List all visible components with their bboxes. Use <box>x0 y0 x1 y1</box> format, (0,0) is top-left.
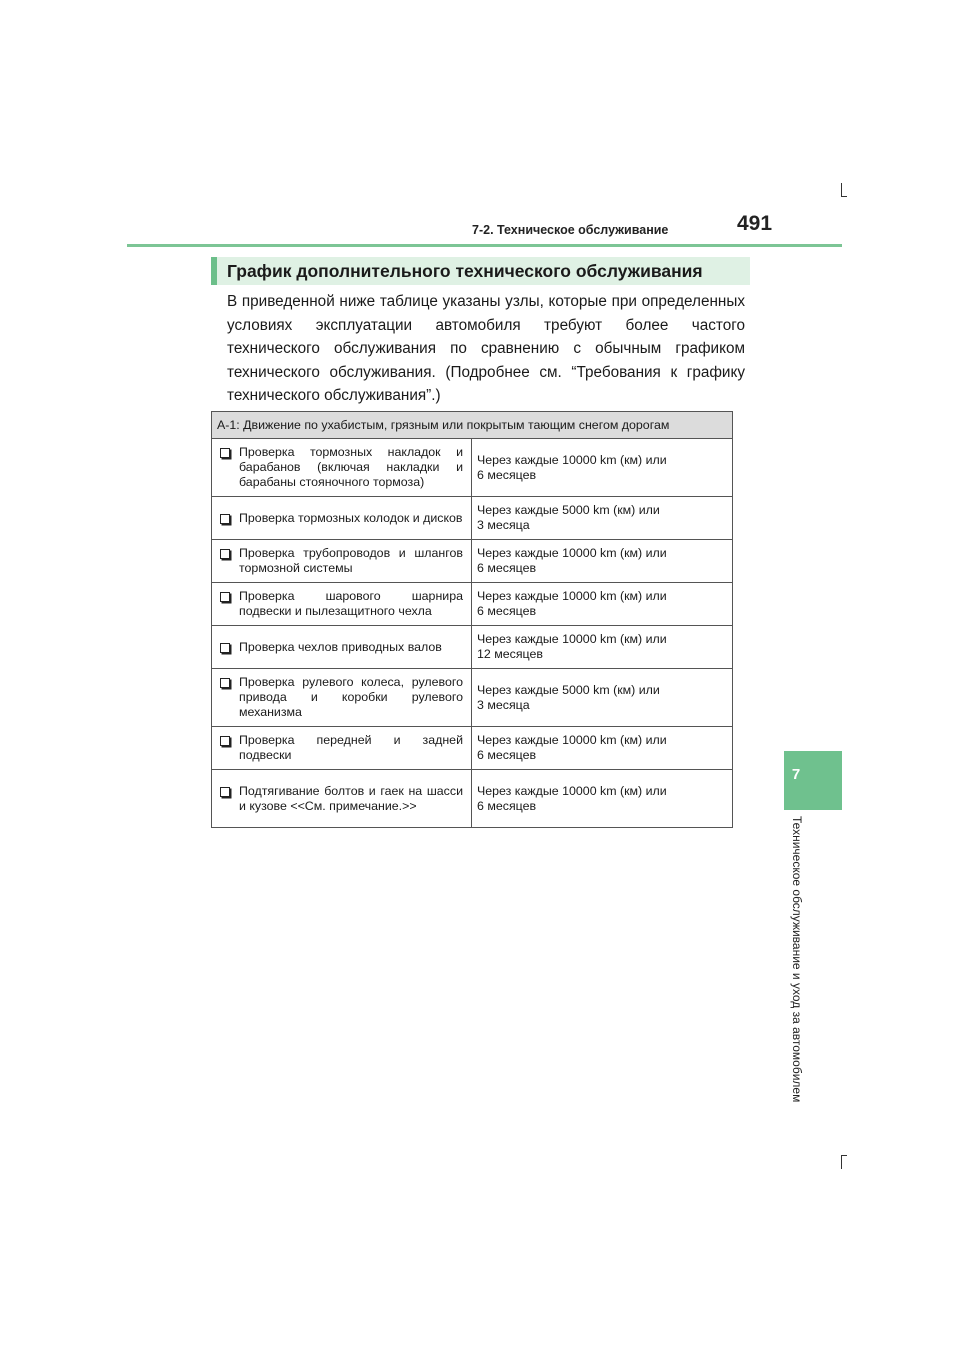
interval-cell <box>472 439 733 497</box>
table-row <box>212 497 733 540</box>
interval-cell <box>472 583 733 626</box>
interval-cell <box>472 770 733 828</box>
item-cell <box>212 439 472 497</box>
item-wrap <box>218 445 463 490</box>
interval-distance: Через каждые 10000 km (км) или <box>477 452 667 467</box>
table-row <box>212 439 733 497</box>
interval-time: 6 месяцев <box>477 561 537 575</box>
item-text: Проверка шарового шарнира подвески и пылезащитного чехла <box>239 589 463 618</box>
item-cell <box>212 497 472 540</box>
item-wrap <box>218 511 463 526</box>
interval-time: 6 месяцев <box>477 467 537 482</box>
checkbox-icon <box>220 592 230 602</box>
item-cell <box>212 583 472 626</box>
item-wrap <box>218 675 463 720</box>
item-wrap <box>218 733 463 763</box>
interval-time: 12 месяцев <box>477 647 543 661</box>
interval-cell <box>472 669 733 727</box>
table-row <box>212 727 733 770</box>
table-row <box>212 770 733 828</box>
checkbox-icon <box>220 448 230 458</box>
table-header: A-1: Движение по ухабистым, грязным или покрытым тающим снегом дорогам <box>212 412 733 439</box>
page-number: 491 <box>737 212 773 235</box>
interval-distance: Через каждые 5000 km (км) или <box>477 682 660 697</box>
item-cell <box>212 540 472 583</box>
chapter-title: Техническое обслуживание и уход за автомобилем <box>790 816 804 1103</box>
item-text: Проверка тормозных накладок и барабанов (включая накладки и барабаны стояночного тормоза) <box>239 445 463 489</box>
chapter-title-wrap <box>786 816 808 1116</box>
item-text: Проверка рулевого колеса, рулевого привода и коробки рулевого механизма <box>239 675 463 719</box>
item-wrap <box>218 784 463 814</box>
crop-mark-bottom <box>841 1155 842 1169</box>
interval-time: 6 месяцев <box>477 798 537 813</box>
interval-time: 6 месяцев <box>477 748 537 762</box>
interval-distance: Через каждые 5000 km (км) или <box>477 503 660 517</box>
interval-cell <box>472 626 733 669</box>
interval-time: 3 месяца <box>477 697 530 712</box>
checkbox-icon <box>220 514 230 524</box>
chapter-number: 7 <box>791 766 801 783</box>
interval-time: 3 месяца <box>477 518 530 532</box>
interval-distance: Через каждые 10000 km (км) или <box>477 632 667 646</box>
interval-distance: Через каждые 10000 km (км) или <box>477 783 667 798</box>
item-cell <box>212 669 472 727</box>
item-text: Проверка тормозных колодок и дисков <box>239 510 463 525</box>
checkbox-icon <box>220 736 230 746</box>
interval-distance: Через каждые 10000 km (км) или <box>477 546 667 560</box>
checkbox-icon <box>220 678 230 688</box>
maintenance-table <box>211 411 733 828</box>
crop-mark-bottom-foot <box>841 1155 847 1156</box>
table-body <box>212 439 733 828</box>
item-text: Подтягивание болтов и гаек на шасси и кузове <<См. примечание.>> <box>239 783 463 813</box>
interval-cell <box>472 540 733 583</box>
item-wrap <box>218 546 463 576</box>
crop-mark-top-foot <box>841 196 847 197</box>
table-header-row <box>212 412 733 439</box>
item-cell <box>212 727 472 770</box>
interval-distance: Через каждые 10000 km (км) или <box>477 733 667 747</box>
section-heading: График дополнительного технического обслуживания <box>211 257 750 285</box>
running-head: 7-2. Техническое обслуживание <box>472 223 669 237</box>
interval-time: 6 месяцев <box>477 604 537 618</box>
table-row <box>212 626 733 669</box>
item-wrap <box>218 589 463 619</box>
item-text: Проверка передней и задней подвески <box>239 733 463 762</box>
item-wrap <box>218 640 463 655</box>
table-row <box>212 669 733 727</box>
checkbox-icon <box>220 643 230 653</box>
item-text: Проверка трубопроводов и шлангов тормозной системы <box>239 546 463 575</box>
checkbox-icon <box>220 549 230 559</box>
crop-mark-top <box>841 183 842 197</box>
interval-cell <box>472 727 733 770</box>
header-rule <box>127 244 842 247</box>
interval-cell <box>472 497 733 540</box>
table-row <box>212 583 733 626</box>
intro-paragraph: В приведенной ниже таблице указаны узлы, которые при определенных условиях эксплуатации автомобиля требуют более частого технического обслуживания по сравнению с обычным графиком технического обслуживания. (Подробнее см. “Требования к графику технического обслуживания”.) <box>227 293 745 404</box>
item-cell <box>212 626 472 669</box>
interval-distance: Через каждые 10000 km (км) или <box>477 589 667 603</box>
item-text: Проверка чехлов приводных валов <box>239 639 442 654</box>
checkbox-icon <box>220 787 230 797</box>
table-row <box>212 540 733 583</box>
item-cell <box>212 770 472 828</box>
